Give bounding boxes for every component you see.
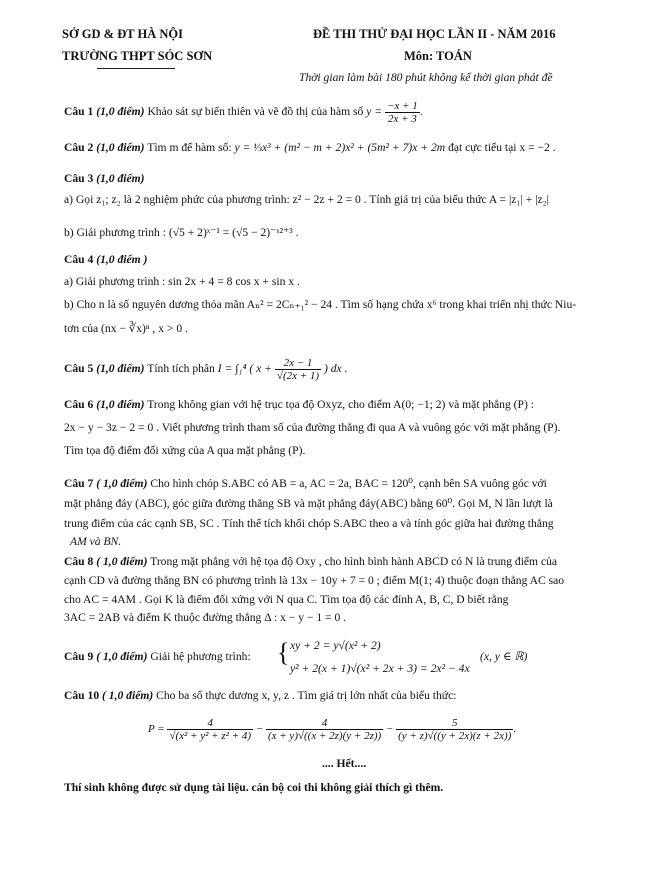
question-1: Câu 1 (1,0 điểm) Khảo sát sự biến thiên và vẽ đồ thị của hàm số y = $\frac{-x + 1}{2x + 3}$ . bbox=[64, 100, 423, 125]
time-note: Thời gian làm bài 180 phút không kể thời gian phát đề bbox=[299, 71, 553, 84]
exam-title: ĐỀ THI THỬ ĐẠI HỌC LẦN II - NĂM 2016 bbox=[313, 27, 556, 41]
system-domain: (x, y ∈ ℝ) bbox=[480, 650, 528, 663]
question-4-heading: Câu 4 (1,0 điểm ) bbox=[64, 253, 148, 266]
question-3-heading: Câu 3 (1,0 điểm) bbox=[64, 172, 145, 185]
question-3a: a) Gọi z₁; z₂ là 2 nghiệm phức của phương trình: z² − 2z + 2 = 0 . Tính giá trị của biểu thức A = |z₁| + |z₂| bbox=[64, 193, 549, 206]
question-8-line1: Câu 8 ( 1,0 điểm) Trong mặt phẳng với hệ tọa độ Oxy , cho hình bình hành ABCD có N là trung điểm của bbox=[64, 555, 558, 568]
question-10: Câu 10 ( 1,0 điểm) Cho ba số thực dương x, y, z . Tìm giá trị lớn nhất của biểu thức: bbox=[64, 689, 457, 702]
system-brace: { bbox=[277, 638, 290, 667]
exam-note: Thí sinh không được sử dụng tài liệu. cán bộ coi thi không giải thích gì thêm. bbox=[64, 781, 444, 794]
system-equation-1: xy + 2 = y√(x² + 2) bbox=[290, 639, 381, 652]
question-6-line1: Câu 6 (1,0 điểm) Trong không gian với hệ trục tọa độ Oxyz, cho điểm A(0; −1; 2) và mặt phẳng (P) : bbox=[64, 398, 534, 411]
question-7-line1: Câu 7 ( 1,0 điểm) Cho hình chóp S.ABC có AB = a, AC = 2a, BAC = 120⁰, cạnh bên SA vuông góc với bbox=[64, 477, 547, 490]
header-divider bbox=[97, 68, 175, 69]
question-7-line2: mặt phẳng đáy (ABC), góc giữa đường thẳng SB và mặt phẳng đáy(ABC) bằng 60⁰. Gọi M, N lần lượt là bbox=[64, 497, 553, 510]
department-name: SỞ GD & ĐT HÀ NỘI bbox=[62, 27, 183, 41]
question-2: Câu 2 (1,0 điểm) Tìm m để hàm số: y = ⅓x³ + (m² − m + 2)x² + (5m² + 7)x + 2m đạt cực tiểu tại x = −2 . bbox=[64, 141, 556, 154]
question-5: Câu 5 (1,0 điểm) Tính tích phân I = ∫₁⁴ ( x + $\frac{2x - 1}{√(2x + 1)}$ ) dx . bbox=[64, 357, 348, 382]
question-8-line4: 3AC = 2AB và điểm K thuộc đường thẳng Δ : x − y − 1 = 0 . bbox=[64, 611, 347, 624]
question-9: Câu 9 ( 1,0 điểm) Giải hệ phương trình: bbox=[64, 650, 251, 663]
system-equation-2: y² + 2(x + 1)√(x² + 2x + 3) = 2x² − 4x bbox=[290, 662, 470, 675]
expression-P: P = $\frac{4}{\text{√(x² + y² + z² + 4)}}$ − $\frac{4}{(x + y)√((x + 2z)(y + 2z))}$ − $\frac{5}{(y + z)√((y + 2x)(z + 2x))}$ . bbox=[148, 717, 517, 742]
question-6-line3: Tìm tọa độ điểm đối xứng của A qua mặt phẳng (P). bbox=[64, 444, 306, 457]
end-marker: .... Hết.... bbox=[322, 757, 367, 770]
question-3b: b) Giải phương trình : (√5 + 2)ˣ⁻¹ = (√5 − 2)⁻ˣ²⁺³ . bbox=[64, 226, 299, 239]
question-4a: a) Giải phương trình : sin 2x + 4 = 8 cos x + sin x . bbox=[64, 275, 300, 288]
question-7-line4: AM và BN. bbox=[70, 535, 122, 548]
question-4b-line2: tơn của (nx − ∛x)ⁿ , x > 0 . bbox=[64, 322, 188, 335]
question-4b-line1: b) Cho n là số nguyên dương thỏa mãn Aₙ² = 2Cₙ₊₁² − 24 . Tìm số hạng chứa x⁶ trong khai triển nhị thức Niu- bbox=[64, 298, 577, 311]
question-8-line2: cạnh CD và đường thẳng BN có phương trình là 13x − 10y + 7 = 0 ; điểm M(1; 4) thuộc đoạn thẳng AC sao bbox=[64, 574, 565, 587]
question-7-line3: trung điểm của các cạnh SB, SC . Tính thể tích khối chóp S.ABC theo a và tính góc giữa hai đường thẳng bbox=[64, 517, 554, 530]
question-8-line3: cho AC = 4AM . Gọi K là điểm đối xứng với N qua C. Tìm tọa độ các đỉnh A, B, C, D biết rằng bbox=[64, 593, 509, 606]
school-name: TRƯỜNG THPT SÓC SƠN bbox=[62, 49, 213, 63]
subject-title: Môn: TOÁN bbox=[404, 49, 472, 63]
question-6-line2: 2x − y − 3z − 2 = 0 . Viết phương trình tham số của đường thẳng đi qua A và vuông góc với mặt phẳng (P). bbox=[64, 421, 561, 434]
